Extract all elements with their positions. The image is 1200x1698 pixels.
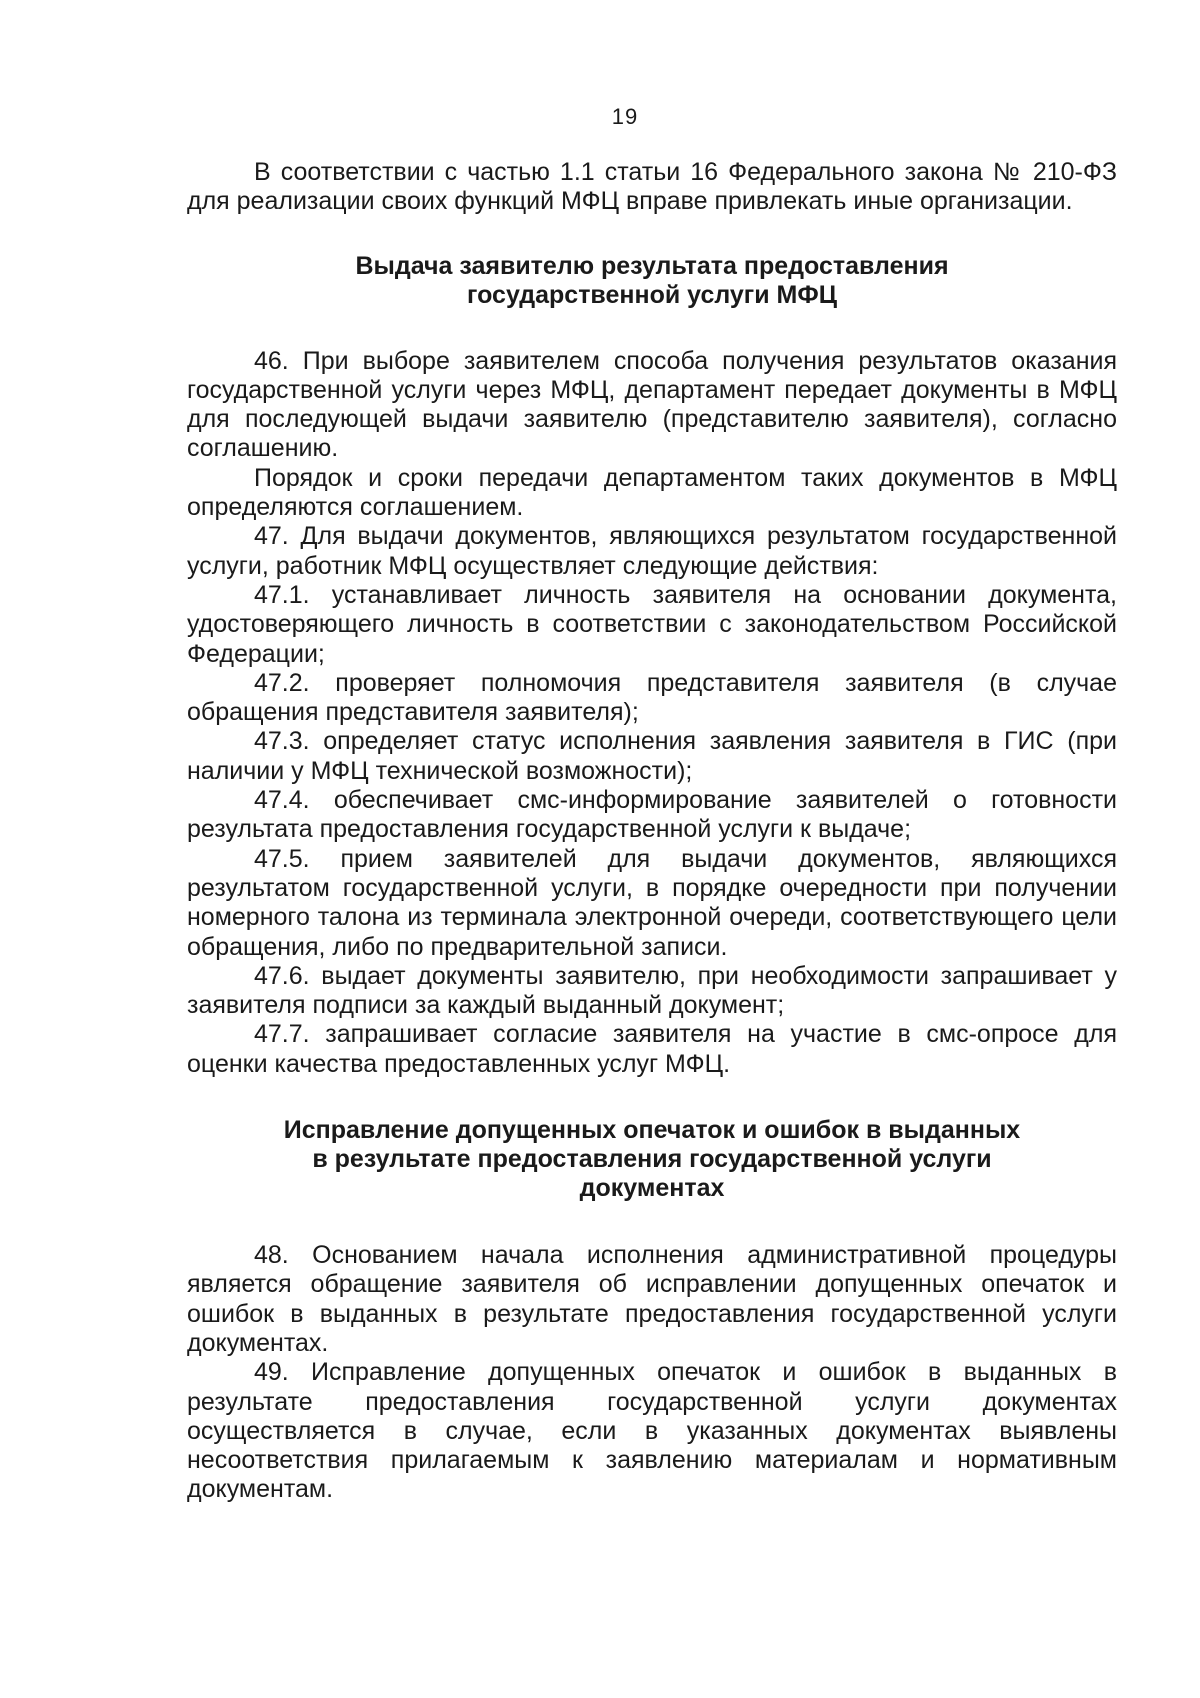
paragraph-47-5: 47.5. прием заявителей для выдачи документов, являющихся результатом государственной услуги, в порядке очередности при получении номерного талона из терминала электронной очереди, соответствующего цели обращения, либо по предварительной записи.	[187, 844, 1117, 961]
paragraph-47: 47. Для выдачи документов, являющихся результатом государственной услуги, работник МФЦ осуществляет следующие действия:	[187, 522, 1117, 580]
section-heading-error-correction	[187, 1116, 1117, 1203]
heading-line: в результате предоставления государственной услуги	[312, 1145, 992, 1174]
paragraph-46-order: Порядок и сроки передачи департаментом таких документов в МФЦ определяются соглашением.	[187, 463, 1117, 522]
paragraph-47-3: 47.3. определяет статус исполнения заявления заявителя в ГИС (при наличии у МФЦ технической возможности);	[187, 727, 1117, 785]
paragraph-47-4: 47.4. обеспечивает смс-информирование заявителей о готовности результата предоставления государственной услуги к выдаче;	[187, 786, 1117, 844]
heading-line: Выдача заявителю результата предоставления	[355, 251, 949, 280]
paragraph-46: 46. При выборе заявителем способа получения результатов оказания государственной услуги через МФЦ, департамент передает документы в МФЦ для последующей выдачи заявителю (представителю заявителя), согласно соглашению.	[187, 346, 1117, 463]
page-number: 19	[611, 104, 639, 129]
section-heading-result-issuance	[187, 252, 1117, 310]
heading-line: государственной услуги МФЦ	[467, 280, 837, 309]
intro-paragraph: В соответствии с частью 1.1 статьи 16 Федерального закона № 210-ФЗ для реализации своих функций МФЦ вправе привлекать иные организации.	[187, 158, 1117, 216]
paragraph-47-1: 47.1. устанавливает личность заявителя на основании документа, удостоверяющего личность в соответствии с законодательством Российской Федерации;	[187, 580, 1117, 668]
heading-line: Исправление допущенных опечаток и ошибок в выданных	[283, 1116, 1021, 1145]
paragraph-49: 49. Исправление допущенных опечаток и ошибок в выданных в результате предоставления государственной услуги документах осуществляется в случае, если в указанных документах выявлены несоответствия прилагаемым к заявлению материалам и нормативным документам.	[187, 1358, 1117, 1504]
paragraph-47-6: 47.6. выдает документы заявителю, при необходимости запрашивает у заявителя подписи за каждый выданный документ;	[187, 961, 1117, 1020]
paragraph-47-2: 47.2. проверяет полномочия представителя заявителя (в случае обращения представителя заявителя);	[187, 668, 1117, 727]
document-body	[187, 158, 1117, 1505]
paragraph-48: 48. Основанием начала исполнения административной процедуры является обращение заявителя об исправлении допущенных опечаток и ошибок в выданных в результате предоставления государственной услуги документах.	[187, 1241, 1117, 1357]
heading-line: документах	[579, 1174, 725, 1203]
paragraph-47-7: 47.7. запрашивает согласие заявителя на участие в смс-опросе для оценки качества предоставленных услуг МФЦ.	[187, 1020, 1117, 1078]
